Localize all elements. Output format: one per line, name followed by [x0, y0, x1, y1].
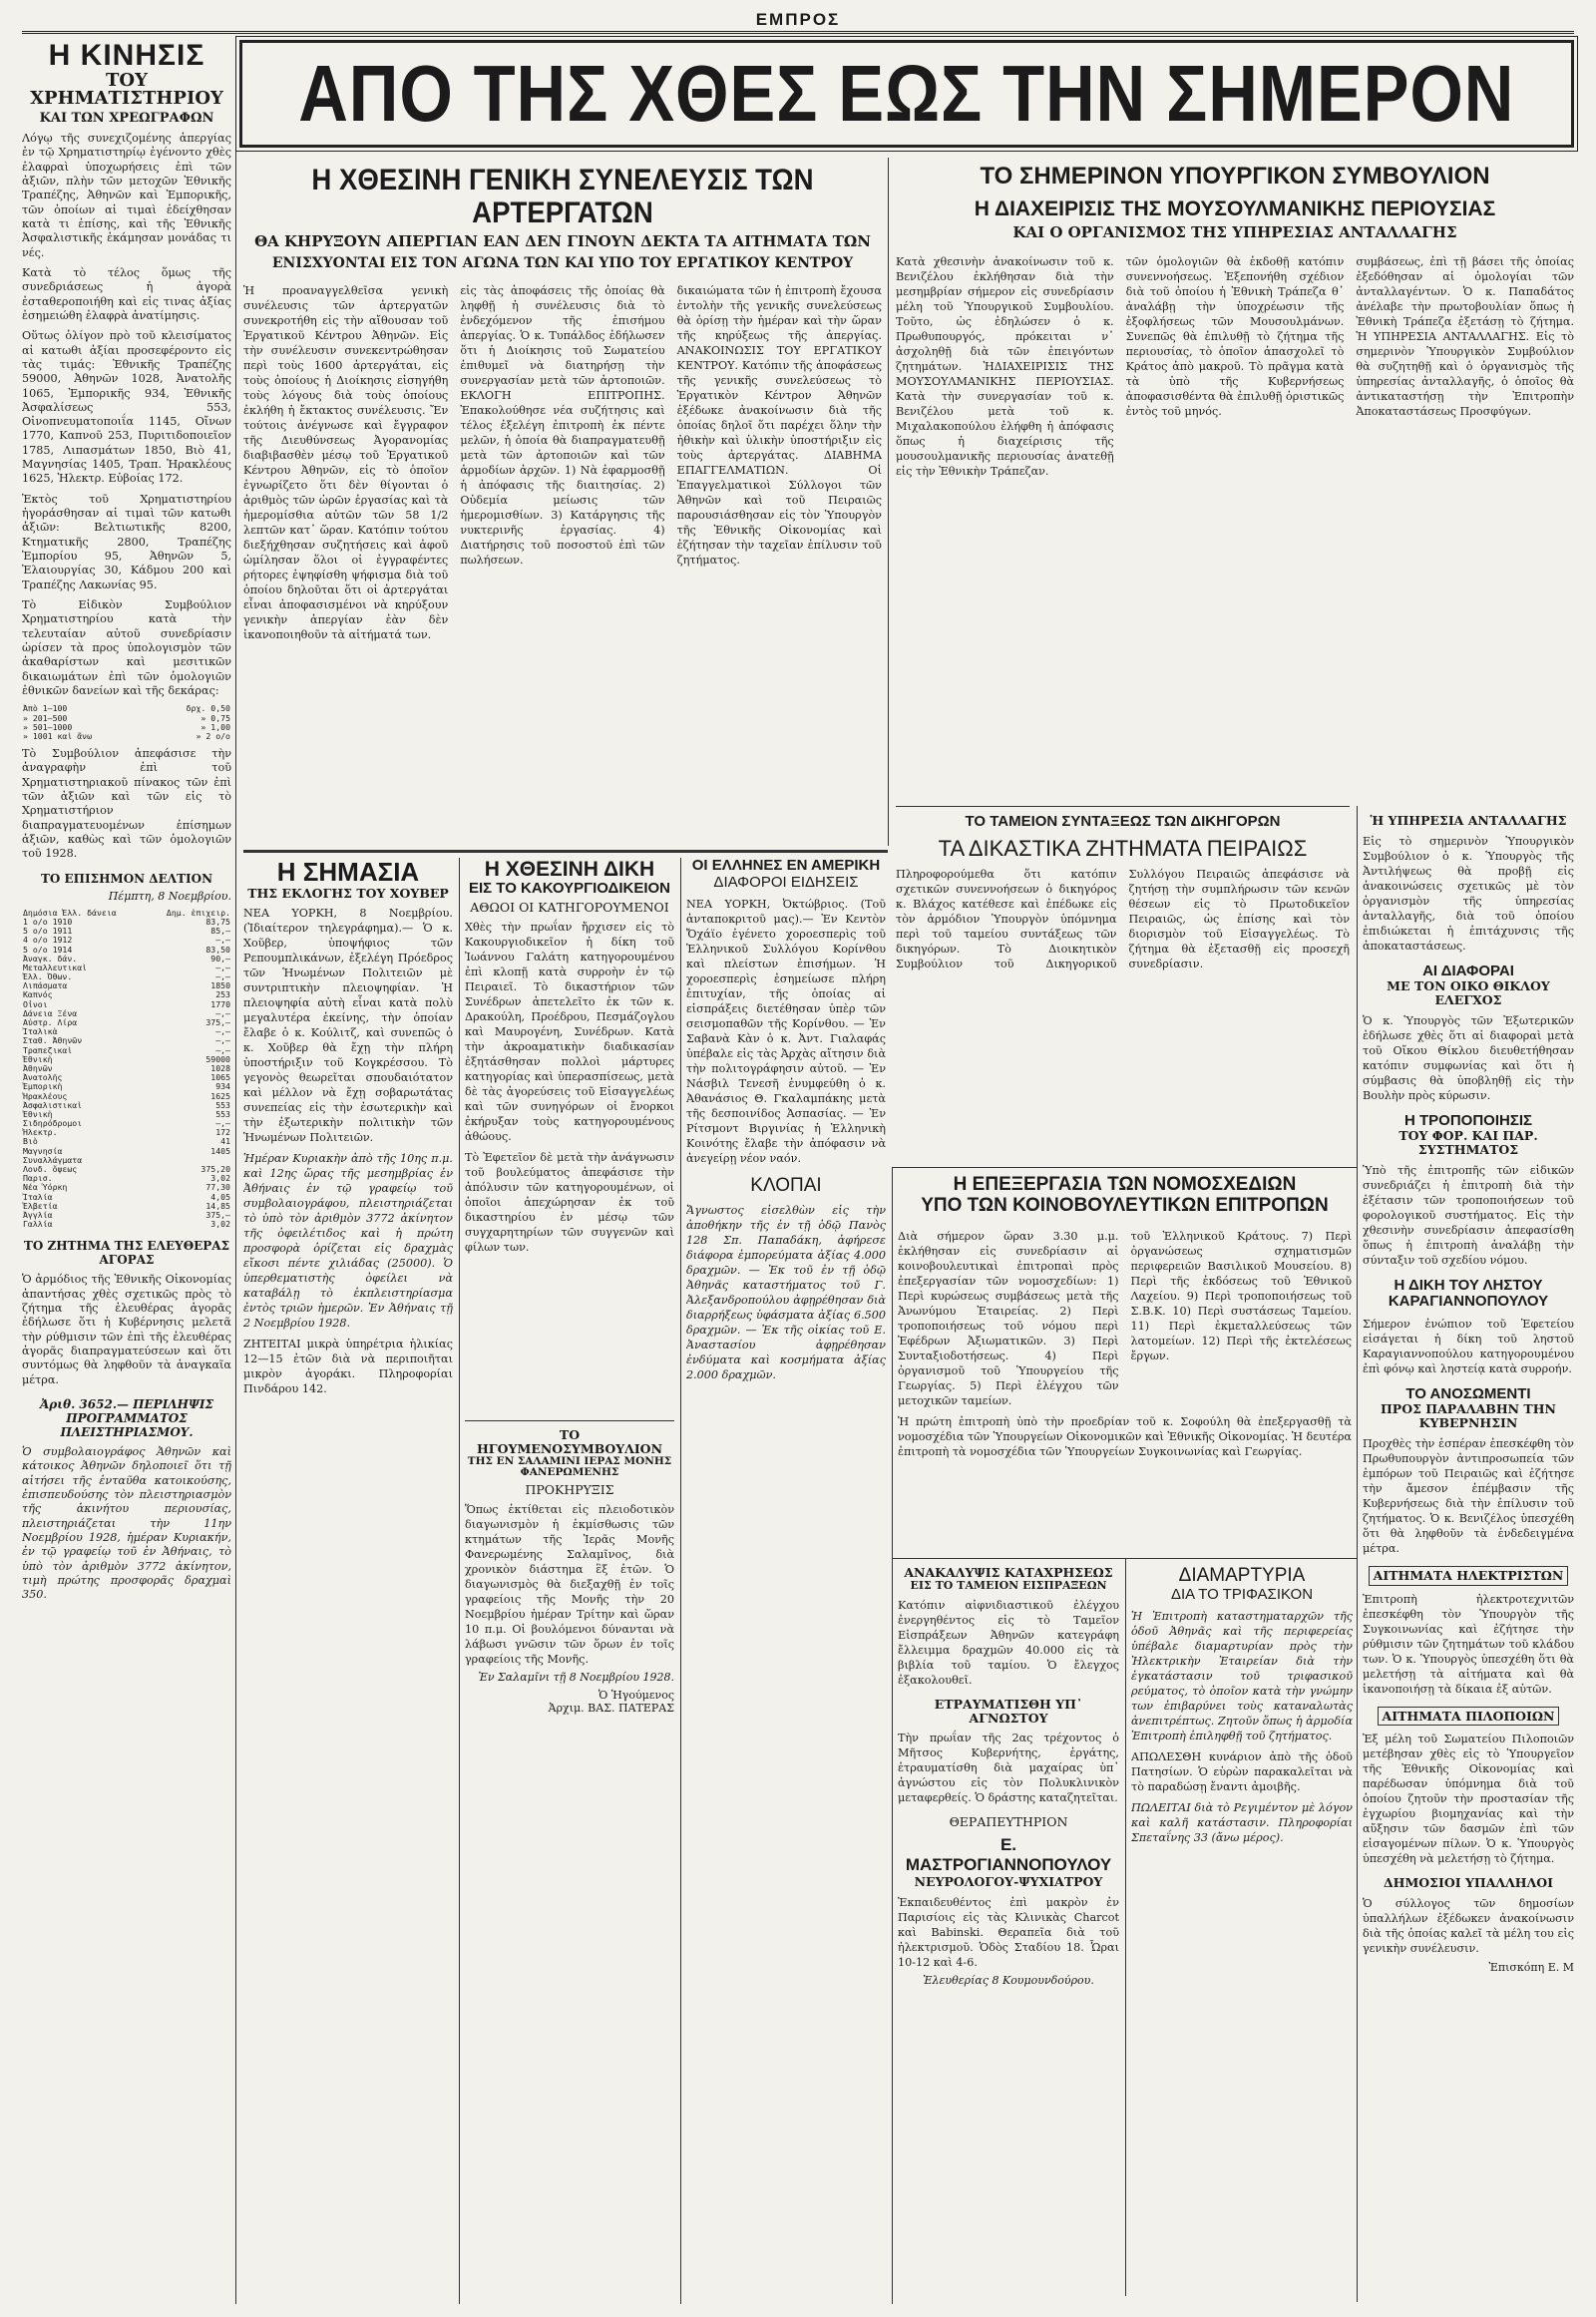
protest-headline: ΔΙΑΜΑΡΤΥΡΙΑ: [1178, 1566, 1306, 1586]
right-column: [1363, 814, 1574, 2300]
civil-servants-text: Ὁ σύλλογος τῶν δημοσίων ὑπαλλήλων ἐξέδωκεν ἀνακοίνωσιν διὰ τῆς ὁποίας καλεῖ τὰ μέλη του εἰς γενικὴν συνέλευσιν.: [1363, 1897, 1574, 1955]
commission-rate-value: δρχ. 0,50: [186, 704, 230, 714]
security-quote-label: Ἀνατολῆς: [23, 1073, 63, 1083]
security-quote-value: 553: [215, 1100, 230, 1110]
security-quote-row: [22, 918, 231, 927]
commission-rate-label: Ἀπὸ 1—100: [23, 704, 68, 714]
security-quote-value: 934: [215, 1082, 230, 1092]
security-quote-value: 59000: [205, 1054, 230, 1064]
security-quote-row: [22, 946, 231, 955]
security-quote-value: —,—: [215, 1036, 230, 1046]
strike-col-2: εἰς τὰς ἀποφάσεις τῆς ὁποίας θὰ ληφθῇ ἡ συνέλευσις διὰ τὸ ἐνδεχόμενον τῆς ἐπισήμου ἀπεργίας. Ὁ κ. Τυπάλδος ἐδήλωσεν ὅτι ἡ Διοίκησις τοῦ Σωματείου ἐπιθυμεῖ νὰ διατηρήσῃ τὴν συνεργασίαν μετὰ τῶν ἀρτοποιῶν. ΕΚΛΟΓΗ ΕΠΙΤΡΟΠΗΣ. Ἐπακολούθησε νέα συζήτησις καὶ τέλος ἐξελέγη ἐπιτροπὴ ἐκ πέντε μελῶν, ἡ ὁποία θὰ διαπραγματευθῇ μετὰ τῶν ἀρτοποιῶν καὶ τῶν ἁρμοδίων ἀρχῶν. 1) Νὰ ἐφαρμοσθῇ ἡ ἀπόφασις τῆς διαιτησίας. 2) Οὐδεμία μείωσις τῶν ἡμερομισθίων. 3) Κατάργησις τῆς νυκτερινῆς ἐργασίας. 4) Διατήρησις τοῦ ποσοστοῦ ἐπὶ τῶν πωλήσεων.: [460, 284, 665, 568]
amendment-text: Ὑπὸ τῆς ἐπιτροπῆς τῶν εἰδικῶν συνεδριάζει ἡ ἐπιτροπὴ διὰ τὴν ἐξέτασιν τῶν τροποποιήσεων τοῦ φορολογικοῦ συστήματος. Εἰς τὴν χθεσινὴν συνεδρίασιν ἀπεφασίσθη ὅπως ἡ ἐπιτροπὴ ἀναλάβῃ τὴν σύνταξιν τοῦ σχεδίου νόμου.: [1363, 1163, 1574, 1267]
column-rule: [1357, 806, 1358, 2302]
commission-rate-value: » 0,75: [200, 713, 230, 723]
disputes-headline: ΑΙ ΔΙΑΦΟΡΑΙ: [1422, 962, 1514, 979]
electricians-headline-box: ΑΙΤΗΜΑΤΑ ΗΛΕΚΤΡΙΣΤΩΝ: [1369, 1566, 1569, 1586]
security-quote-row: [22, 1064, 231, 1073]
ministerial-deck-1: Η ΔΙΑΧΕΙΡΙΣΙΣ ΤΗΣ ΜΟΥΣΟΥΛΜΑΝΙΚΗΣ ΠΕΡΙΟΥΣΙΑΣ: [974, 197, 1496, 221]
electricians-text: Ἐπιτροπὴ ἠλεκτροτεχνιτῶν ἐπεσκέφθη τὸν Ὑπουργὸν τῆς Συγκοινωνίας καὶ ἐζήτησε τὴν ρύθμισιν τῶν ζητημάτων τοῦ κλάδου των. Ὁ κ. Ὑπουργὸς ὑπεσχέθη ὅτι θὰ μελετήσῃ τὰ αἰτήματα καὶ θὰ ἱκανοποιήσῃ τὰ δίκαια ἐξ αὐτῶν.: [1363, 1592, 1574, 1696]
civil-servants-signature: Ἐπισκόπη Ε. Μ: [1488, 1961, 1574, 1974]
security-quote-value: 1850: [210, 981, 230, 991]
security-quote-label: Οἶνοι: [23, 999, 48, 1009]
trial-subhead: ΑΘΩΟΙ ΟΙ ΚΑΤΗΓΟΡΟΥΜΕΝΟΙ: [470, 899, 669, 915]
auction-text: Ὁ συμβολαιογράφος Ἀθηνῶν καὶ κάτοικος Ἀθηνῶν δηλοποιεῖ ὅτι τῇ αἰτήσει τῆς ἐνταῦθα κατοικούσης, ἐπισπευδούσης τὸν πλειστηριασμὸν τῆς ἀκινήτου περιουσίας, πλειστηριάζεται τὴν 11ην Νοεμβρίου 1928, ἡμέραν Κυριακήν, ἐν τῷ γραφείῳ τοῦ ἐν Ἀθήναις, τὸ ὑπὸ τὸν ἀριθμὸν 3772 ἀκίνητον, τιμὴ πρώτης προσφορᾶς δραχμαὶ 350.: [22, 1444, 231, 1602]
embezzlement-deck: ΕΙΣ ΤΟ ΤΑΜΕΙΟΝ ΕΙΣΠΡΑΞΕΩΝ: [910, 1578, 1107, 1592]
column-rule: [888, 158, 889, 846]
security-quote-row: [22, 1082, 231, 1091]
security-quote-value: 14,85: [205, 1201, 230, 1211]
trial-text: Χθὲς τὴν πρωΐαν ἤρχισεν εἰς τὸ Κακουργιοδικεῖον ἡ δίκη τοῦ Ἰωάννου Γαλάτη κατηγορουμένου ἐπὶ κλοπῇ κατὰ συρροὴν ἐν τῷ Πειραιεῖ. Τὸ δικαστήριον τῶν Συνέδρων ἀπετελεῖτο ἐκ τῶν κ. Δρακούλη, Προέδρου, Πεσμάζογλου καὶ Μαυρογένη, Συνέδρων. Κατὰ τὴν ἀκροαματικὴν διαδικασίαν ἐξητάσθησαν πολλοὶ μάρτυρες κατηγορίας καὶ ὑπερασπίσεως, μετὰ δὲ τὰς ἀγορεύσεις τοῦ Εἰσαγγελέως καὶ τῶν συνηγόρων οἱ ἔνορκοι ἐκήρυξαν τοὺς κατηγορουμένους ἀθώους.: [465, 921, 674, 1144]
security-quote-label: Συναλλάγματα: [23, 1155, 83, 1165]
security-quote-label: Νέα Ὑόρκη: [23, 1183, 68, 1193]
market-para-6: Τὸ Συμβούλιον ἀπεφάσισε τὴν ἀναγραφὴν ἐπὶ τοῦ Χρηματιστηριακοῦ πίνακος τῶν ἐπὶ τῶν ἀξιῶν καὶ τῶν εἰς τὸ Χρηματιστήριον διαπραγματευομένων ἐπίσημων ἀξιῶν, καθὼς καὶ τῶν ὁμολογιῶν τοῦ 1928.: [22, 747, 231, 861]
security-quote-value: 85,—: [210, 927, 230, 937]
cancel-headline: ΤΟ ΑΝΟΣΩΜΕΝΤΙ: [1405, 1384, 1531, 1402]
security-quote-label: Ἰταλία: [23, 1192, 53, 1202]
masthead-strip: [22, 10, 1574, 34]
security-quote-value: 1405: [210, 1146, 230, 1156]
security-quote-label: Λιπάσματα: [23, 981, 68, 991]
security-quote-row: [22, 1220, 231, 1229]
security-quote-value: Δημ. ἐπιχειρ.: [166, 908, 230, 918]
market-column: [22, 40, 231, 2304]
lawyers-deck: ΤΑ ΔΙΚΑΣΤΙΚΑ ΖΗΤΗΜΑΤΑ ΠΕΙΡΑΙΩΣ: [938, 835, 1308, 861]
commission-rate-row: [22, 704, 231, 713]
ministerial-story: [896, 164, 1574, 802]
exchange-headline: Ἡ ΥΠΗΡΕΣΙΑ ΑΝΤΑΛΛΑΓΗΣ: [1370, 814, 1567, 828]
security-quote-label: Ἡρακλέους: [23, 1091, 68, 1101]
hoover-deck: ΤΗΣ ΕΚΛΟΓΗΣ ΤΟΥ ΧΟΥΒΕΡ: [247, 885, 449, 901]
security-quote-row: [22, 909, 231, 918]
clinic-subhead: ΝΕΥΡΟΛΟΓΟΥ-ΨΥΧΙΑΤΡΟΥ: [914, 1874, 1103, 1890]
america-deck: ΔΙΑΦΟΡΟΙ ΕΙΔΗΣΕΙΣ: [713, 873, 859, 891]
council-subhead: ΠΡΟΚΗΡΥΞΙΣ: [525, 1481, 614, 1497]
commission-rate-label: » 1001 καὶ ἄνω: [23, 731, 93, 741]
injured-text: Τὴν πρωΐαν τῆς 2ας τρέχοντος ὁ Μῆτσος Κυβερνήτης, ἐργάτης, ἐτραυματίσθη διὰ μαχαίρας ὑπ᾽ ἀγνώστου εἰς τὸν Πολυκλινικὸν μεταφερθείς. Ὁ δράστης καταζητεῖται.: [898, 1732, 1119, 1805]
security-quote-label: Μαγνησία: [23, 1146, 63, 1156]
security-quote-row: [22, 1119, 231, 1128]
security-quote-label: Ἐθνικὴ: [23, 1054, 53, 1064]
security-quote-value: 253: [215, 990, 230, 1000]
commission-rates: [22, 704, 231, 741]
security-quote-label: Ἰταλικὰ: [23, 1027, 58, 1037]
official-bulletin-date: Πέμπτη, 8 Νοεμβρίου.: [108, 889, 231, 903]
security-quote-value: —,—: [215, 963, 230, 972]
protest-text: Ἡ Ἐπιτροπὴ καταστηματαρχῶν τῆς ὁδοῦ Ἀθηνᾶς καὶ τῆς περιφερείας ὑπέβαλε διαμαρτυρίαν πρὸς τὴν Ἠλεκτρικὴν Ἑταιρείαν διὰ τὴν ἐγκατάστασιν τοῦ τριφασικοῦ ρεύματος, τὸ ὁποῖον κατὰ τὴν γνώμην των ἐπιβαρύνει τοὺς καταναλωτὰς ἀνεπιτρέπτως. Ζητοῦν ὅπως ἡ ἀρμοδία Ἐπιτροπὴ ἐπιληφθῇ τοῦ ζητήματος.: [1131, 1610, 1353, 1743]
security-quote-row: [22, 1009, 231, 1018]
bills-col-2: τοῦ Ἑλληνικοῦ Κράτους. 7) Περὶ ὀργανώσεως σχηματισμῶν περιφερειῶν Βασιλικοῦ Μουσείου. 8) Περὶ τῆς ἐκδόσεως τοῦ Ἐθνικοῦ Λαχείου. 9) Περὶ τροποποιήσεως τοῦ Σ.Β.Κ. 10) Περὶ συστάσεως Ταμείου. 11) Περὶ ἐκμεταλλεύσεως τῶν λατομείων. 12) Περὶ τῆς ἐκτελέσεως ἔργων.: [1130, 1229, 1352, 1362]
auction-notice-text: Ἡμέραν Κυριακὴν ἀπὸ τῆς 10ης π.μ. καὶ 12ης ὥρας τῆς μεσημβρίας ἐν Ἀθήναις ἐν τῷ γραφείῳ τοῦ συμβολαιογράφου, πλειστηριάζεται τὸ ὑπὸ τὸν ἀριθμὸν 3772 ἀκίνητον τῆς ὀφειλέτιδος καὶ ἡ πρώτη προσφορὰ ὁρίζεται εἰς δραχμὰς εἴκοσι πέντε χιλιάδας (25000). Ὁ ὑπερθεματιστὴς ὀφείλει νὰ καταβάλῃ τὸ ἐκπλειστηρίασμα ἐντὸς τριῶν ἡμερῶν. Ἐν Ἀθήναις τῇ 2 Νοεμβρίου 1928.: [243, 1152, 453, 1331]
market-head-1: Η ΚΙΝΗΣΙΣ: [48, 40, 205, 72]
protest-deck: ΔΙΑ ΤΟ ΤΡΙΦΑΣΙΚΟΝ: [1170, 1585, 1314, 1603]
commission-rate-value: » 1,00: [200, 722, 230, 732]
sale-ad: ΠΩΛΕΙΤΑΙ διὰ τὸ Ρεγιμέντον μὲ λόγον καὶ καλῆ κατάστασιν. Πληροφορίαι Σπεταΐνης 33 (ἄνω μέρος).: [1131, 1801, 1353, 1845]
bandit-trial-headline: Η ΔΙΚΗ ΤΟΥ ΛΗΣΤΟΥ: [1394, 1276, 1543, 1294]
security-quote-label: Ἑλβετία: [23, 1201, 58, 1211]
security-quote-row: [22, 927, 231, 936]
council-story: [465, 1428, 674, 2296]
security-quote-label: 4 ο/ο 1912: [23, 936, 73, 946]
security-quote-label: Ἀθηνῶν: [23, 1063, 53, 1073]
security-quote-value: 375,—: [205, 1210, 230, 1220]
strike-deck-1: ΘΑ ΚΗΡΥΞΟΥΝ ΑΠΕΡΓΙΑΝ ΕΑΝ ΔΕΝ ΓΙΝΟΥΝ ΔΕΚΤΑ ΤΑ ΑΙΤΗΜΑΤΑ ΤΩΝ: [254, 232, 871, 250]
security-quote-row: [22, 990, 231, 999]
strike-col-3: δικαιώματα τῶν ἡ ἐπιτροπὴ ἔχουσα ἐντολὴν τῆς γενικῆς συνελεύσεως θὰ ὁρίσῃ τὴν ἡμέραν καὶ τὴν ὥραν τῆς κηρύξεως τῆς ἀπεργίας. ΑΝΑΚΟΙΝΩΣΙΣ ΤΟΥ ΕΡΓΑΤΙΚΟΥ ΚΕΝΤΡΟΥ. Κατόπιν τῆς ἀποφάσεως τῆς γενικῆς συνελεύσεως τὸ Ἐργατικὸν Κέντρον Ἀθηνῶν ἐξέδωκε ἀνακοίνωσιν διὰ τῆς ὁποίας δηλοῖ ὅτι παρέχει ὅλην τὴν ἠθικὴν καὶ ὑλικὴν ὑποστήριξιν εἰς τοὺς ἀρτεργάτας. ΔΙΑΒΗΜΑ ΕΠΑΓΓΕΛΜΑΤΙΩΝ. Οἱ Ἐπαγγελματικοὶ Σύλλογοι τῶν Ἀθηνῶν καὶ τοῦ Πειραιῶς παρουσιάσθησαν εἰς τὸν Ὑπουργὸν τῆς Ἐθνικῆς Οἰκονομίας καὶ ἐζήτησαν τὴν ταχεῖαν ἐπίλυσιν τοῦ ζητήματος.: [676, 284, 882, 568]
security-quote-row: [22, 1018, 231, 1027]
commission-rate-row: [22, 714, 231, 723]
section-rule: [892, 1558, 1357, 1559]
lost-ad: ΑΠΩΛΕΣΘΗ κυνάριον ἀπὸ τῆς ὁδοῦ Πατησίων. Ὁ εὑρὼν παρακαλεῖται νὰ τὸ παραδώσῃ ἔναντι ἀμοιβῆς.: [1131, 1750, 1353, 1794]
column-rule: [459, 858, 460, 2304]
security-quote-row: [22, 1193, 231, 1202]
security-quote-label: 5 ο/ο 1911: [23, 927, 73, 937]
commission-rate-row: [22, 723, 231, 732]
security-quote-value: —,—: [215, 1045, 230, 1055]
council-signature: Ὁ Ἡγούμενος Ἀρχιμ. ΒΑΣ. ΠΑΤΕΡΑΣ: [548, 1689, 674, 1716]
official-bulletin-head: ΤΟ ΕΠΙΣΗΜΟΝ ΔΕΛΤΙΟΝ: [40, 871, 213, 886]
security-quote-row: [22, 1211, 231, 1220]
lower-mid-right: [1131, 1566, 1353, 2294]
bills-deck: ΥΠΟ ΤΩΝ ΚΟΙΝΟΒΟΥΛΕΥΤΙΚΩΝ ΕΠΙΤΡΟΠΩΝ: [921, 1194, 1329, 1216]
free-market-text: Ὁ ἀρμόδιος τῆς Ἐθνικῆς Οἰκονομίας ἀπαντήσας χθὲς σχετικῶς πρὸς τὸ ζήτημα τῆς ἐλευθέρας ἀγορᾶς ἐδήλωσε ὅτι ἡ Κυβέρνησις μελετᾶ τὴν ρύθμισιν τῶν ἐπὶ τῆς ἐλευθέρας ἀγορᾶς διαπραγματεύσεων καὶ ὅτι συντόμως θὰ ληφθοῦν τὰ ἀναγκαῖα μέτρα.: [22, 1273, 231, 1386]
lower-mid-left: [898, 1566, 1119, 2294]
security-quote-value: —,—: [215, 1008, 230, 1018]
council-date: Ἐν Σαλαμῖνι τῇ 8 Νοεμβρίου 1928.: [478, 1671, 674, 1685]
banner-title: ΑΠΟ ΤΗΣ ΧΘΕΣ ΕΩΣ ΤΗΝ ΣΗΜΕΡΟΝ: [298, 49, 1515, 138]
wanted-ad: ΖΗΤΕΙΤΑΙ μικρὰ ὑπηρέτρια ἡλικίας 12—15 ἐτῶν διὰ νὰ περιποιῆται μικρὸν ἀγοράκι. Πληροφορίαι Πινδάρου 142.: [243, 1338, 453, 1396]
lawyers-headline: ΤΟ ΤΑΜΕΙΟΝ ΣΥΝΤΑΞΕΩΣ ΤΩΝ ΔΙΚΗΓΟΡΩΝ: [965, 814, 1281, 830]
security-quote-value: 83,50: [205, 945, 230, 955]
electricians-headline: [1363, 1566, 1574, 1586]
bills-col-1: Διὰ σήμερον ὥραν 3.30 μ.μ. ἐκλήθησαν εἰς συνεδρίασιν αἱ κοινοβουλευτικαὶ ἐπιτροπαὶ πρὸς ἐπεξεργασίαν τῶν νομοσχεδίων: 1) Περὶ κυρώσεως συμβάσεως μετὰ τῆς Ἀνωνύμου Ἑταιρείας. 2) Περὶ τροποποιήσεως τοῦ νόμου περὶ Ἐφέδρων Ἀξιωματικῶν. 3) Περὶ Συνταξιοδοτήσεως. 4) Περὶ ὀργανισμοῦ τοῦ Ὑπουργείου τῆς Γεωργίας. 5) Περὶ ἐλέγχου τῶν μετοχικῶν ταμείων.: [898, 1229, 1119, 1407]
hoover-headline: Η ΣΗΜΑΣΙΑ: [276, 858, 420, 887]
newspaper-page: [22, 10, 1574, 2304]
security-quote-value: 1065: [210, 1073, 230, 1083]
security-quote-value: 1028: [210, 1063, 230, 1073]
commission-rate-row: [22, 732, 231, 741]
security-quote-row: [22, 1183, 231, 1192]
security-quote-row: [22, 972, 231, 981]
security-quote-row: [22, 1027, 231, 1036]
market-para-4: Ἐκτὸς τοῦ Χρηματιστηρίου ἠγοράσθησαν αἱ τιμαὶ τῶν κατωθι ἀξιῶν: Βελτιωτικῆς 8200, Κτηματικῆς 2800, Τραπέζης Ἐμπορίου 95, Ἀθηνῶν 5, Ἐλαιουργίας 30, Κάδμου 200 καὶ Τραπέζης Λακωνίας 95.: [22, 492, 231, 591]
hatmakers-headline-box: ΑΙΤΗΜΑΤΑ ΠΙΛΟΠΟΙΩΝ: [1378, 1707, 1560, 1727]
market-para-1: Λόγῳ τῆς συνεχιζομένης ἀπεργίας ἐν τῷ Χρηματιστηρίῳ ἐγένοντο χθὲς ἐλαφραὶ ὑποχωρήσεις ἐπὶ τῶν ἀξιῶν, πλὴν τῶν μετοχῶν Ἐθνικῆς Τραπέζης, Ἀθηνῶν καὶ Ἐμπορικῆς, τῶν ὁποίων αἱ τιμαὶ ἐδείχθησαν κατὰ τι ἐπίσης, καὶ τῆς Ἐθνικῆς Ἀσφαλιστικῆς ἐκάμησαν μονάδας τι νές.: [22, 131, 231, 259]
trial-headline: Η ΧΘΕΣΙΝΗ ΔΙΚΗ: [484, 858, 655, 881]
ministerial-col-1: Κατὰ χθεσινὴν ἀνακοίνωσιν τοῦ κ. Βενιζέλου ἐκλήθησαν διὰ τὴν μεσημβρίαν σήμερον εἰς συνεδρίασιν μέλη τοῦ Ὑπουργικοῦ Συμβουλίου. Τοῦτο, ὡς ἐδηλώσεν ὁ κ. Πρωθυπουργός, πρόκειται ν᾽ ἀσχοληθῇ διὰ τῶν ἐπειγόντων ζητημάτων. ἩΔΙΑΧΕΙΡΙΣΙΣ ΤΗΣ ΜΟΥΣΟΥΛΜΑΝΙΚΗΣ ΠΕΡΙΟΥΣΙΑΣ. Κατὰ τὴν συνεργασίαν τοῦ κ. Βενιζέλου μετὰ τοῦ κ. Μιχαλακοπούλου ἐλήφθη ἡ ἀπόφασις ὅπως ἡ διαχείρισις τῆς μουσουλμανικῆς περιουσίας ἀνατεθῇ εἰς τὴν Ἐθνικὴν Τράπεζαν.: [896, 255, 1114, 479]
clinic-address: Ἐλευθερίας 8 Κουμουνδούρου.: [923, 1973, 1094, 1987]
security-quote-row: [22, 1046, 231, 1055]
security-quote-value: —,—: [215, 1027, 230, 1037]
security-quote-label: Ἐλλ. Ὀθων.: [23, 972, 73, 982]
security-quote-label: Δάνεια Ξένα: [23, 1008, 78, 1018]
official-bulletin-table: [22, 909, 231, 1230]
market-head-2: ΤΟΥ ΧΡΗΜΑΤΙΣΤΗΡΙΟΥ: [30, 69, 223, 110]
security-quote-label: Ἐθνικὴ: [23, 1109, 53, 1119]
hoover-text: ΝΕΑ ΥΟΡΚΗ, 8 Νοεμβρίου. (Ἰδιαίτερον τηλεγράφημα).— Ὁ κ. Χοῦβερ, ὑποψήφιος τῶν Ρεπουμπλικάνων, ἐξελέγη Πρόεδρος τῶν Ἡνωμένων Πολιτειῶν μὲ συντριπτικὴν πλειοψηφίαν. Ἡ πλειοψηφία αὐτὴ εἶναι κατὰ πολὺ μεγαλυτέρα ἐκείνης, τὴν ὁποίαν ἔλαβε ὁ κ. Κούλιτζ, καὶ συνεπῶς ὁ κ. Χοῦβερ θὰ ἔχῃ τὴν πλήρη ὑποστήριξιν τοῦ Κογκρέσσου. Τὸ γεγονὸς θεωρεῖται σπουδαιότατον καὶ μέλλον νὰ ἔχῃ σοβαρωτάτας συνεπείας εἰς τὴν ἐσωτερικὴν καὶ τὴν ἐξωτερικὴν πολιτικὴν τῶν Ἡνωμένων Πολιτειῶν.: [243, 907, 453, 1145]
ministerial-col-3: συμβάσεως, ἐπὶ τῇ βάσει τῆς ὁποίας ἐξεδόθησαν αἱ ὁμολογίαι τῶν ἀνταλλαγέντων. Ὁ κ. Παπαδάτος ἀνέλαβε τὴν πρωτοβουλίαν ὅπως ἡ Ἐθνικὴ Τράπεζα ἐξετάσῃ τὸ ζήτημα. Ἡ ΥΠΗΡΕΣΙΑ ΑΝΤΑΛΛΑΓΗΣ. Εἰς τὸ σημερινὸν Ὑπουργικὸν Συμβούλιον θὰ συζητηθῇ καὶ ὁ ὀργανισμὸς τῆς ὑπηρεσίας ἀνταλλαγῆς, ὁ ὁποῖος θὰ ἀντικαταστήσῃ τὴν Ἐπιτροπὴν Ἀποκαταστάσεως Προσφύγων.: [1356, 255, 1574, 419]
bandit-trial-text: Σήμερον ἐνώπιον τοῦ Ἐφετείου εἰσάγεται ἡ δίκη τοῦ ληστοῦ Καραγιαννοπούλου κατηγορουμένου ἐπὶ φόνῳ καὶ ληστείᾳ κατὰ συρροήν.: [1363, 1317, 1574, 1375]
security-quote-value: 90,—: [210, 954, 230, 964]
bills-headline: Η ΕΠΕΞΕΡΓΑΣΙΑ ΤΩΝ ΝΟΜΟΣΧΕΔΙΩΝ: [953, 1175, 1297, 1195]
security-quote-label: Ἐμπορικὴ: [23, 1082, 63, 1092]
security-quote-label: Βιὸ: [23, 1137, 38, 1147]
security-quote-label: Δημόσια Ἑλλ. δάνεια: [23, 908, 117, 918]
security-quote-value: [146, 1156, 231, 1165]
trial-story: [465, 858, 674, 1416]
security-quote-value: 1770: [210, 999, 230, 1009]
section-rule: [892, 1167, 1357, 1168]
security-quote-value: —,—: [215, 936, 230, 946]
banner: [239, 40, 1574, 148]
thefts-text: Ἄγνωστος εἰσελθὼν εἰς τὴν ἀποθήκην τῆς ἐν τῇ ὁδῷ Πανὸς 128 Σπ. Παπαδάκη, ἀφήρεσε διάφορα ἐμπορεύματα ἀξίας 4.000 δραχμῶν. — Ἐκ τοῦ ἐν τῇ ὁδῷ Ἀθηνᾶς καταστήματος τοῦ Γ. Ἀλεξανδροπούλου ἀφῃρέθησαν διὰ διαρρήξεως ὑφάσματα ἀξίας 6.500 δραχμῶν. — Ἐκ τῆς οἰκίας τοῦ Ε. Ἀναστασίου ἀφῃρέθησαν ἐνδύματα καὶ κοσμήματα ἀξίας 2.000 δραχμῶν.: [686, 1203, 886, 1381]
security-quote-label: Σταθ. Ἀθηνῶν: [23, 1036, 83, 1046]
disputes-deck: ΜΕ ΤΟΝ ΟΙΚΟ ΘΙΚΛΟΥ ΕΛΕΓΧΟΣ: [1387, 978, 1550, 1007]
security-quote-value: 77,30: [205, 1183, 230, 1193]
security-quote-label: 5 ο/ο 1914: [23, 945, 73, 955]
clinic-name: Ε. ΜΑΣΤΡΟΓΙΑΝΝΟΠΟΥΛΟΥ: [905, 1835, 1112, 1875]
security-quote-row: [22, 955, 231, 964]
commission-rate-label: » 501—1000: [23, 722, 73, 732]
america-headline: ΟΙ ΕΛΛΗΝΕΣ ΕΝ ΑΜΕΡΙΚΗ: [691, 858, 881, 874]
security-quote-label: Σιδηρόδρομοι: [23, 1119, 83, 1129]
security-quote-row: [22, 1036, 231, 1045]
security-quote-value: —,—: [215, 1119, 230, 1129]
security-quote-label: Ἀσφαλιστικαὶ: [23, 1100, 83, 1110]
security-quote-label: 1 ο/ο 1910: [23, 917, 73, 927]
security-quote-value: 4,05: [210, 1192, 230, 1202]
strike-story: [243, 164, 882, 852]
security-quote-label: Παρισ.: [23, 1174, 53, 1184]
amendment-deck: ΤΟΥ ΦΟΡ. ΚΑΙ ΠΑΡ. ΣΥΣΤΗΜΑΤΟΣ: [1398, 1128, 1538, 1157]
civil-servants-headline: ΔΗΜΟΣΙΟΙ ΥΠΑΛΛΗΛΟΙ: [1383, 1875, 1554, 1891]
ministerial-deck-2: ΚΑΙ Ο ΟΡΓΑΝΙΣΜΟΣ ΤΗΣ ΥΠΗΡΕΣΙΑΣ ΑΝΤΑΛΛΑΓΗΣ: [1012, 223, 1457, 242]
security-quote-row: [22, 1101, 231, 1110]
security-quote-row: [22, 964, 231, 972]
security-quote-value: 1625: [210, 1091, 230, 1101]
bandit-trial-deck: ΚΑΡΑΓΙΑΝΝΟΠΟΥΛΟΥ: [1388, 1293, 1549, 1311]
column-rule: [680, 858, 681, 2304]
cancel-text: Προχθὲς τὴν ἑσπέραν ἐπεσκέφθη τὸν Πρωθυπουργὸν ἀντιπροσωπεία τῶν ἐμπόρων τοῦ Πειραιῶς καὶ ἐζήτησε τὴν ἄμεσον ἐπέμβασιν τῆς Κυβερνήσεως διὰ τὴν ἐπίλυσιν τοῦ ζητήματος. Ὁ κ. Βενιζέλος ὑπεσχέθη ὅτι θὰ ληφθοῦν τὰ ἐνδεδειγμένα μέτρα.: [1363, 1436, 1574, 1555]
security-quote-value: 3,02: [210, 1220, 230, 1230]
commission-rate-label: » 201—500: [23, 713, 68, 723]
column-rule: [892, 1167, 893, 2304]
security-quote-value: 172: [215, 1128, 230, 1138]
trial-deck: ΕΙΣ ΤΟ ΚΑΚΟΥΡΓΙΟΔΙΚΕΙΟΝ: [468, 880, 671, 898]
security-quote-row: [22, 1137, 231, 1146]
bills-text-3: Ἡ πρώτη ἐπιτροπὴ ὑπὸ τὴν προεδρίαν τοῦ κ. Σοφούλη θὰ ἐπεξεργασθῇ τὰ νομοσχέδια τῶν Ὑπουργείων Οἰκονομικῶν καὶ Ἐθνικῆς Οἰκονομίας. Ἡ δευτέρα ἐπιτροπὴ τὰ νομοσχέδια τῶν Ὑπουργείων Συγκοινωνίας καὶ Γεωργίας.: [898, 1414, 1352, 1458]
security-quote-row: [22, 1055, 231, 1064]
security-quote-label: Λονδ. ὄψεως: [23, 1165, 78, 1175]
market-para-2: Κατὰ τὸ τέλος ὅμως τῆς συνεδριάσεως ἡ ἀγορὰ ἐσταθεροποιήθη καὶ εἰς τινας ἀξίας ἐσημειώθη ἐλαφρὰ ἀνατίμησις.: [22, 265, 231, 322]
commission-rate-value: » 2 ο/ο: [196, 731, 230, 741]
clinic-head: ΘΕΡΑΠΕΥΤΗΡΙΟΝ: [949, 1814, 1068, 1830]
hatmakers-text: Ἐξ μέλη τοῦ Σωματείου Πιλοποιῶν μετέβησαν χθὲς εἰς τὸ Ὑπουργεῖον τῆς Ἐθνικῆς Οἰκονομίας καὶ παρέδωσαν ὑπόμνημα διὰ τοῦ ὁποίου ζητοῦν τὴν προστασίαν τῆς ἐγχωρίου βιομηχανίας καὶ τὴν αὔξησιν τῶν δασμῶν ἐπὶ τῶν εἰσαγομένων πίλων. Ὁ κ. Ὑπουργὸς ὑπεσχέθη νὰ μελετήσῃ τὸ ζήτημα.: [1363, 1733, 1574, 1866]
security-quote-label: Ἀναγκ. δάν.: [23, 954, 78, 964]
council-headline: ΤΟ ΗΓΟΥΜΕΝΟΣΥΜΒΟΥΛΙΟΝ: [476, 1428, 662, 1456]
column-rule: [1125, 1558, 1126, 2296]
security-quote-row: [22, 1092, 231, 1101]
section-rule: [896, 806, 1350, 807]
security-quote-value: 553: [215, 1109, 230, 1119]
embezzlement-headline: ΑΝΑΚΑΛΥΨΙΣ ΚΑΤΑΧΡΗΣΕΩΣ: [904, 1566, 1113, 1580]
strike-deck-2: ΕΝΙΣΧΥΟΝΤΑΙ ΕΙΣ ΤΟΝ ΑΓΩΝΑ ΤΩΝ ΚΑΙ ΥΠΟ ΤΟΥ ΕΡΓΑΤΙΚΟΥ ΚΕΝΤΡΟΥ: [271, 254, 854, 271]
america-story: [686, 858, 886, 2294]
security-quote-row: [22, 1110, 231, 1119]
security-quote-row: [22, 1147, 231, 1156]
hoover-story: [243, 858, 453, 2294]
cancel-deck: ΠΡΟΣ ΠΑΡΑΛΑΒΗΝ ΤΗΝ ΚΥΒΕΡΝΗΣΙΝ: [1381, 1401, 1556, 1430]
lawyers-text: Πληροφορούμεθα ὅτι κατόπιν σχετικῶν συνεννοήσεων ὁ δικηγόρος κ. Βλάχος κατέθεσε καὶ ἐπέδωκε εἰς τὸν ἁρμόδιον Ὑπουργὸν ὑπόμνημα περὶ τοῦ ταμείου συντάξεως τῶν δικηγόρων. Τὸ Διοικητικὸν Συμβούλιον τοῦ Δικηγορικοῦ Συλλόγου Πειραιῶς ἀπεφάσισε νὰ ζητήσῃ τὴν συμπλήρωσιν τῶν κενῶν θέσεων εἰς τὸ Πρωτοδικεῖον Πειραιῶς, ὡς ἐπίσης καὶ τὸν διορισμὸν τοῦ Εἰσαγγελέως. Τὸ ζήτημα θὰ ἐξετασθῇ εἰς προσεχῆ συνεδρίασιν.: [896, 867, 1350, 970]
lawyers-story: [896, 814, 1350, 1163]
strike-headline: Η ΧΘΕΣΙΝΗ ΓΕΝΙΚΗ ΣΥΝΕΛΕΥΣΙΣ ΤΩΝ ΑΡΤΕΡΓΑΤΩΝ: [311, 164, 814, 229]
security-quote-label: Μεταλλευτικαὶ: [23, 963, 88, 972]
security-quote-row: [22, 1156, 231, 1165]
ministerial-col-2: τῶν ὁμολογιῶν θὰ ἐκδοθῇ κατόπιν συνεννοήσεως. Ἐξεπονήθη σχέδιον διὰ τοῦ ὁποίου ἡ Ἐθνικὴ Τράπεζα θ᾽ ἀναλάβῃ τὴν ὑποχρέωσιν τῆς ἐξοφλήσεως τῶν Μουσουλμάνων. Συνεπῶς θὰ ἐπιλυθῇ τὸ ζήτημα τῆς περιουσίας, τὸ ὁποῖον ἀπασχολεῖ τὸ Κράτος ἀπὸ μακροῦ. Τὸ πρᾶγμα κατὰ τὰ ὑπὸ τῆς Κυβερνήσεως ἀποφασισθέντα θὰ ἐπιλυθῇ ὁριστικῶς ἐντὸς τοῦ μηνός.: [1125, 255, 1345, 419]
hatmakers-headline: [1363, 1707, 1574, 1727]
security-quote-row: [22, 1128, 231, 1137]
security-quote-value: —,—: [215, 972, 230, 982]
security-quote-label: Τραπεζικαὶ: [23, 1045, 73, 1055]
security-quote-value: 41: [220, 1137, 230, 1147]
security-quote-value: 83,75: [205, 917, 230, 927]
security-quote-row: [22, 981, 231, 990]
section-rule: [243, 850, 888, 853]
exchange-text: Εἰς τὸ σημερινὸν Ὑπουργικὸν Συμβούλιον ὁ κ. Ὑπουργὸς τῆς Ἀντιλήψεως θὰ προβῇ εἰς ἀνακοινώσεις σχετικῶς μὲ τὸν ὀργανισμὸν τῆς ὑπηρεσίας ἀνταλλαγῆς, διὰ τοῦ ὁποίου ἐπιδιώκεται ἡ ἐπιτάχυνσις τῆς ἀποκαταστάσεως.: [1363, 834, 1574, 953]
security-quote-label: Καπνός: [23, 990, 53, 1000]
security-quote-value: 375,20: [200, 1165, 230, 1175]
column-rule: [235, 40, 236, 2304]
security-quote-label: Ἠλεκτρ.: [23, 1128, 58, 1138]
security-quote-row: [22, 1174, 231, 1183]
strike-col-1: Ἡ προαναγγελθεῖσα γενικὴ συνέλευσις τῶν ἀρτεργατῶν συνεκροτήθη εἰς τὴν αἴθουσαν τοῦ Ἐργατικοῦ Κέντρου Ἀθηνῶν. Εἰς τὴν συνέλευσιν συνεκεντρώθησαν περὶ τοὺς 1600 ἀρτεργάται, εἰς τοὺς ὁποίους ἡ Διοίκησις εἰσηγήθη τοὺς λόγους διὰ τοὺς ὁποίους ἐκλήθη ἡ ἔκτακτος συνέλευσις. Ἔν τούτοις ἀνέγνωσε καὶ ἔγγραφον τῆς Διευθύνσεως Ἀγορανομίας διαβιβασθὲν μέσῳ τοῦ Ἐργατικοῦ Κέντρου Ἀθηνῶν, εἰς τὸ ὁποῖον ἐγνωρίζετο ὅτι δὲν θίγονται ὁ ἀριθμὸς τῶν ὡρῶν ἐργασίας καὶ τὰ ἡμερομίσθια αὐτῶν τῶν 58 1/2 λεπτῶν κατ᾽ ὥραν. Κατόπιν τούτου διεξήχθησαν συζητήσεις καὶ ἀφοῦ ὡμίλησαν ὅλοι οἱ ἐγγραφέντες ρήτορες ἐψηφίσθη ψήφισμα διὰ τοῦ ὁποίου δηλοῦται ὅτι οἱ ἀρτεργάται εἶναι ἀποφασισμένοι νὰ κηρύξουν γενικὴν ἀπεργίαν ἐὰν δὲν ἱκανοποιηθοῦν τὰ αἰτήματά των.: [243, 284, 449, 642]
free-market-head: ΤΟ ΖΗΤΗΜΑ ΤΗΣ ΕΛΕΥΘΕΡΑΣ ΑΓΟΡΑΣ: [23, 1239, 230, 1268]
clinic-text: Ἐκπαιδευθέντος ἐπὶ μακρὸν ἐν Παρισίοις εἰς τὰς Κλινικὰς Charcot καὶ Babinski. Θεραπεῖα διὰ τοῦ ἠλεκτρισμοῦ. Ὁδὸς Σταδίου 18. Ὧραι 10-12 καὶ 4-6.: [898, 1895, 1119, 1969]
auction-head: Ἀριθ. 3652.— ΠΕΡΙΛΗΨΙΣ ΠΡΟΓΡΑΜΜΑΤΟΣ ΠΛΕΙΣΤΗΡΙΑΣΜΟΥ.: [39, 1396, 214, 1439]
security-quote-value: 3,02: [210, 1174, 230, 1184]
disputes-text: Ὁ κ. Ὑπουργὸς τῶν Ἐξωτερικῶν ἐδήλωσε χθὲς ὅτι αἱ διαφοραὶ μετὰ τοῦ Οἴκου Θίκλου διευθετήθησαν κατόπιν συμφωνίας καὶ ὅτι ἡ σύμβασις θὰ ὑποβληθῇ εἰς τὴν Βουλὴν πρὸς κύρωσιν.: [1363, 1013, 1574, 1102]
security-quote-row: [22, 1000, 231, 1009]
bills-story: [898, 1175, 1352, 1554]
market-para-5: Τὸ Εἰδικὸν Συμβούλιον Χρηματιστηρίου κατὰ τὴν τελευταίαν αὐτοῦ συνεδρίασιν ὡρίσεν τὰ προς ὑπολογισμὸν τῶν ἀκαθαρίστων καὶ μεσιτικῶν δικαιωμάτων ἐπὶ τῶν ὁμολογιῶν ἐθνικῶν δανείων καὶ τῆς δεκάρας:: [22, 598, 231, 698]
security-quote-row: [22, 1073, 231, 1082]
ministerial-headline: ΤΟ ΣΗΜΕΡΙΝΟΝ ΥΠΟΥΡΓΙΚΟΝ ΣΥΜΒΟΥΛΙΟΝ: [980, 164, 1490, 190]
america-text: ΝΕΑ ΥΟΡΚΗ, Ὀκτώβριος. (Τοῦ ἀνταποκριτοῦ μας).— Ἐν Κεντὸν Ὄχάϊο ἐγένετο χοροεσπερὶς τοῦ Ἑλληνικοῦ Συλλόγου Κορίνθου καὶ πλείστων ἐπισήμων. Ἡ χοροεσπερὶς ἐσημείωσε πλήρη ἐπιτυχίαν, τῆς ὁποίας αἱ εἰσπράξεις διετέθησαν ὑπὲρ τῶν σεισμοπαθῶν τῆς Κορίνθου. — Ἐν Σαβανὰ Κὰν ὁ κ. Ἀντ. Γιαλαφάς ὑπέβαλε εἰς τὰς Ἀρχὰς αἴτησιν διὰ τὴν πολιτογράφησιν αὐτοῦ. — Ἐν Νάσβιλ Τενεσῆ ἐνυμφεύθη ὁ κ. Ἀθανάσιος Θ. Γκαλαμπάκης μετὰ τῆς δεσποινίδος Ἀσπασίας. — Ἐν Ρίτσμοντ Βιργινίας ἡ Ἑλληνικὴ Κοινότης ἔλαβε τὴν ἀπόφασιν νὰ ἀνεγείρῃ νέον ναόν.: [686, 898, 886, 1165]
security-quote-label: Αὐστρ. Λίρα: [23, 1018, 78, 1028]
market-para-3: Οὕτως ὀλίγον πρὸ τοῦ κλεισίματος αἱ κατωθι ἀξίαι προσεφέροντο εἰς τὰς τιμάς: Ἐθνικῆς Τραπέζης 59000, Ἀθηνῶν 1028, Ἀνατολῆς 1065, Ἐμπορικῆς 934, Ἐθνικῆς Ἀσφαλίσεως 553, Οἰνοπνευματοποιΐα 1145, Οἴνων 1770, Καπνοῦ 253, Πυριτιδοποιεῖον 1785, Λιπασμάτων 1850, Βιὸ 41, Μαγνησίας 1405, Τραπ. Ἡρακλέους 1625, Ἡλεκτρ. Εὐβοίας 172.: [22, 329, 231, 486]
embezzlement-text: Κατόπιν αἰφνιδιαστικοῦ ἐλέγχου ἐνεργηθέντος εἰς τὸ Ταμεῖον Εἰσπράξεων Ἀθηνῶν κατεγράφη ἔλλειμμα δραχμῶν 40.000 εἰς τὰ βιβλία τοῦ ταμίου. Ὁ ἔλεγχος ἐξακολουθεῖ.: [898, 1598, 1119, 1687]
security-quote-row: [22, 936, 231, 945]
security-quote-value: 375,—: [205, 1018, 230, 1028]
market-head-3: ΚΑΙ ΤΩΝ ΧΡΕΩΓΡΑΦΩΝ: [39, 111, 214, 127]
thefts-headline: ΚΛΟΠΑΙ: [750, 1175, 822, 1196]
council-text: Ὅπως ἐκτίθεται εἰς πλειοδοτικὸν διαγωνισμὸν ἡ ἐκμίσθωσις τῶν κτημάτων τῆς Ἱερᾶς Μονῆς Φανερωμένης Σαλαμῖνος, διὰ χρονικὸν διάστημα ἓξ ἐτῶν. Ὁ διαγωνισμὸς θὰ διεξαχθῇ ἐν τοῖς γραφείοις τῆς Μονῆς τὴν 20 Νοεμβρίου ἡμέραν Τρίτην καὶ ὥραν 10 π.μ. Οἱ βουλόμενοι δύνανται νὰ λάβωσι γνῶσιν τῶν ὅρων ἐν τοῖς γραφείοις τῆς Μονῆς.: [465, 1503, 674, 1667]
security-quote-label: Γαλλία: [23, 1220, 53, 1230]
council-deck: ΤΗΣ ΕΝ ΣΑΛΑΜΙΝΙ ΙΕΡΑΣ ΜΟΝΗΣ ΦΑΝΕΡΩΜΕΝΗΣ: [467, 1454, 672, 1479]
section-rule: [465, 1420, 674, 1421]
masthead-name: ΕΜΠΡΟΣ: [755, 10, 841, 29]
security-quote-label: Ἀγγλία: [23, 1210, 53, 1220]
injured-headline: ΕΤΡΑΥΜΑΤΙΣΘΗ ΥΠ᾽ ΑΓΝΩΣΤΟΥ: [934, 1696, 1083, 1726]
security-quote-row: [22, 1202, 231, 1211]
amendment-headline: Η ΤΡΟΠΟΠΟΙΗΣΙΣ: [1403, 1111, 1532, 1129]
security-quote-row: [22, 1165, 231, 1174]
trial-text-2: Τὸ Ἐφετεῖον δὲ μετὰ τὴν ἀνάγνωσιν τοῦ βουλεύματος ἀπεφάσισε τὴν ἀπόλυσιν τῶν κατηγορουμένων, οἱ ὁποῖοι ἀπεχώρησαν ἐκ τοῦ δικαστηρίου ἐν μέσῳ τῶν συγχαρητηρίων τῶν συγγενῶν καὶ φίλων των.: [465, 1151, 674, 1255]
